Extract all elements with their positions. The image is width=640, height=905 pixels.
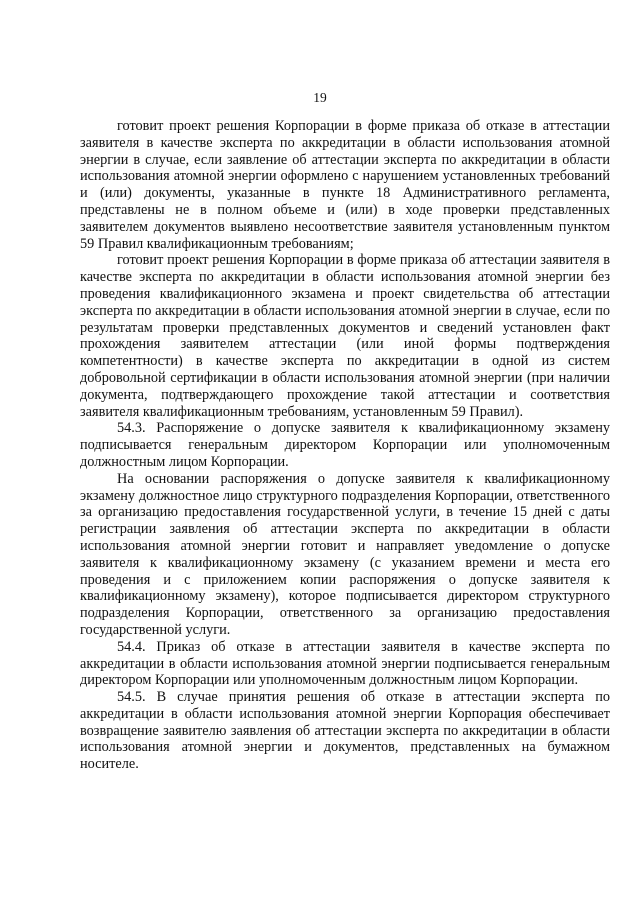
document-body	[80, 118, 610, 773]
paragraph-exam-notice: На основании распоряжения о допуске заявителя к квалификационному экзамену должностное лицо структурного подразделения Корпорации, ответственного за организацию предоставления государственной услуги, в течение 15 дней с даты регистрации заявления об аттестации эксперта по аккредитации в области использования атомной энергии готовит и направляет уведомление о допуске заявителя к квалификационному экзамену (с указанием времени и места его проведения и с приложением копии распоряжения о допуске заявителя к квалификационному экзамену), которое подписывается директором структурного подразделения Корпорации, ответственного за организацию предоставления государственной услуги.	[80, 470, 610, 638]
page-number: 19	[313, 90, 327, 105]
paragraph-attestation-draft: готовит проект решения Корпорации в форме приказа об аттестации заявителя в качестве эксперта по аккредитации в области использования атомной энергии без проведения квалификационного экзамена и проект свидетельства об аттестации эксперта по аккредитации в области использования атомной энергии в случае, если по результатам проверки представленных документов и сведений установлен факт прохождения заявителем аттестации (или иной формы подтверждения компетентности) в качестве эксперта по аккредитации в одной из систем добровольной сертификации в области использования атомной энергии (при наличии документа, подтверждающего прохождение такой аттестации и соответствия заявителя квалификационным требованиям, установленным 59 Правил).	[80, 252, 610, 420]
paragraph-54-5: 54.5. В случае принятия решения об отказе в аттестации эксперта по аккредитации в области использования атомной энергии Корпорация обеспечивает возвращение заявителю заявления об аттестации эксперта по аккредитации в области использования атомной энергии и документов, представленных на бумажном носителе.	[80, 689, 610, 773]
paragraph-54-4: 54.4. Приказ об отказе в аттестации заявителя в качестве эксперта по аккредитации в области использования атомной энергии подписывается генеральным директором Корпорации или уполномоченным должностным лицом Корпорации.	[80, 638, 610, 689]
paragraph-54-3: 54.3. Распоряжение о допуске заявителя к квалификационному экзамену подписывается генеральным директором Корпорации или уполномоченным должностным лицом Корпорации.	[80, 420, 610, 470]
paragraph-rejection-draft: готовит проект решения Корпорации в форме приказа об отказе в аттестации заявителя в качестве эксперта по аккредитации в области использования атомной энергии в случае, если заявление об аттестации эксперта по аккредитации в области использования атомной энергии оформлено с нарушением установленных требований и (или) документы, указанные в пункте 18 Административного регламента, представлены не в полном объеме и (или) в ходе проверки представленных заявителем документов выявлено несоответствие заявителя установленным пунктом 59 Правил квалификационным требованиям;	[80, 118, 610, 252]
